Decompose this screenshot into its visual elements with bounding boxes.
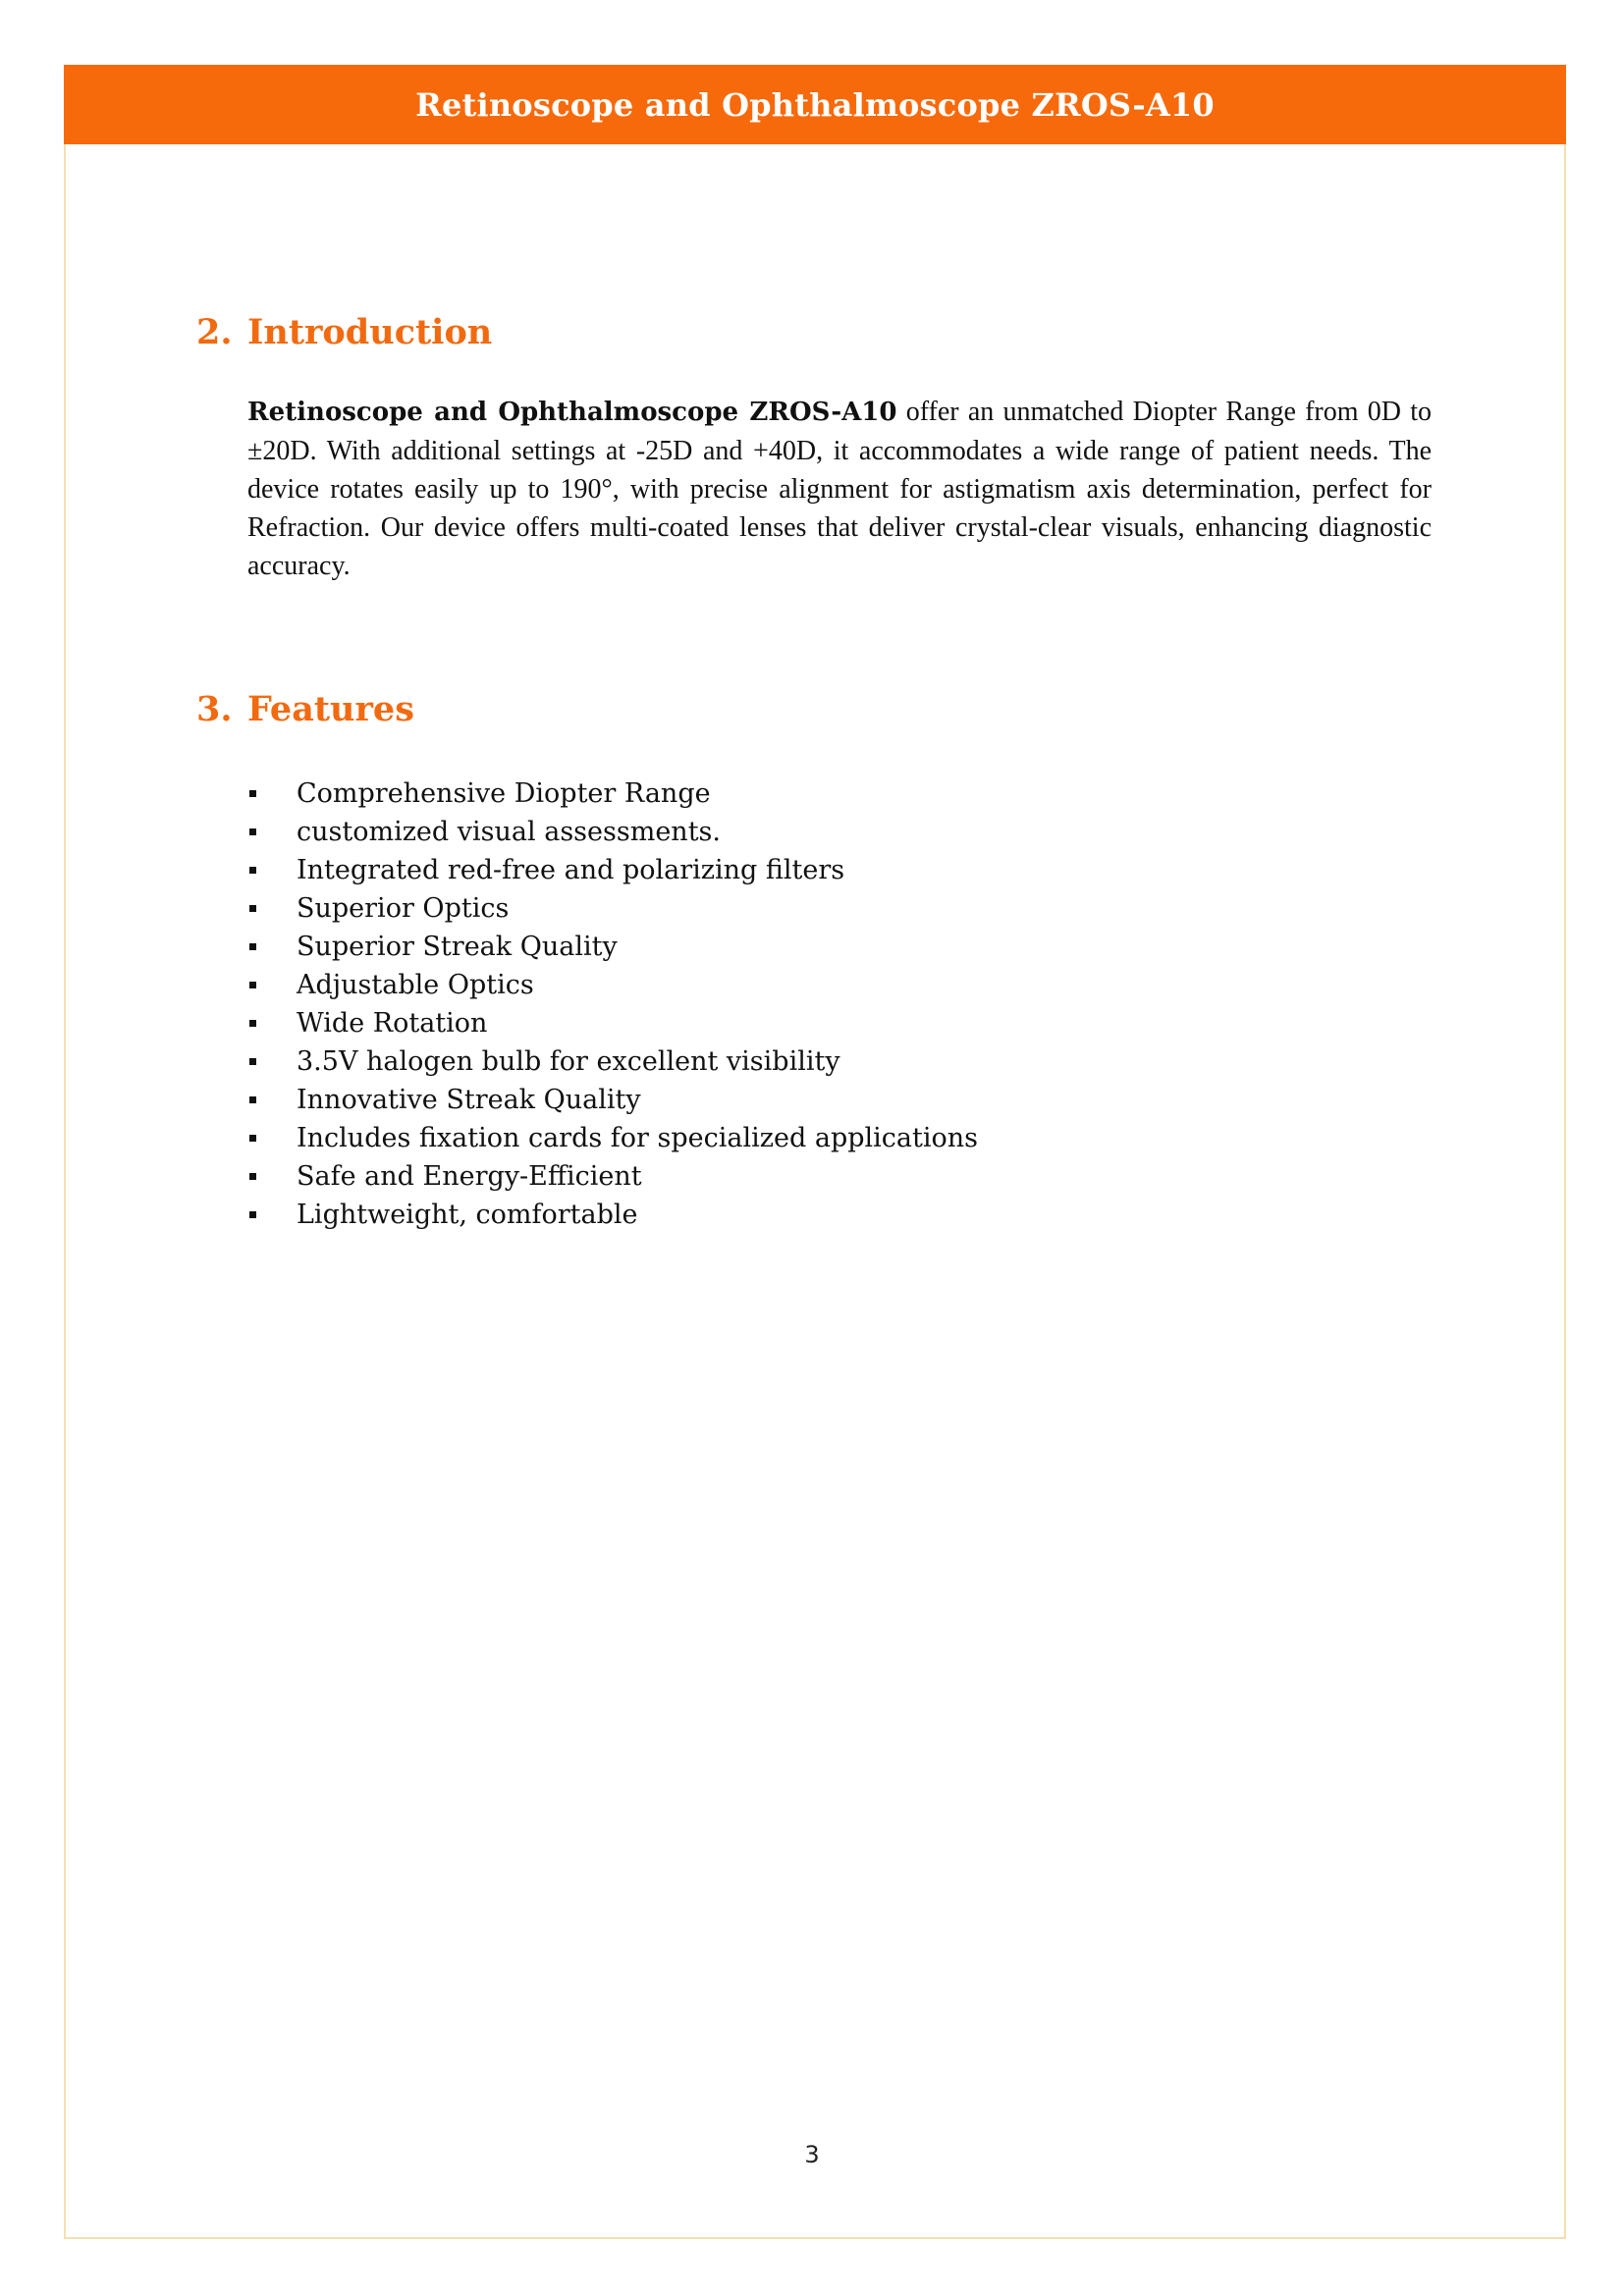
feature-text: 3.5V halogen bulb for excellent visibility: [297, 1046, 840, 1077]
square-bullet-icon: [249, 1173, 256, 1180]
feature-text: Integrated red-free and polarizing filters: [297, 855, 845, 885]
feature-item: [247, 1196, 978, 1234]
introduction-title: Introduction: [247, 312, 493, 352]
introduction-number: 2.: [196, 312, 233, 352]
feature-text: customized visual assessments.: [297, 817, 721, 847]
feature-text: Lightweight, comfortable: [297, 1200, 638, 1230]
square-bullet-icon: [249, 905, 256, 912]
feature-item: [247, 1004, 978, 1042]
feature-text: Comprehensive Diopter Range: [297, 778, 711, 809]
introduction-heading: [196, 312, 492, 352]
square-bullet-icon: [249, 943, 256, 950]
square-bullet-icon: [249, 1096, 256, 1103]
feature-item: [247, 928, 978, 966]
feature-text: Innovative Streak Quality: [297, 1085, 641, 1115]
features-number: 3.: [196, 689, 233, 729]
header-bar: [64, 65, 1566, 144]
square-bullet-icon: [249, 1211, 256, 1218]
introduction-lead-bold: Retinoscope and Ophthalmoscope ZROS-A10: [247, 398, 897, 427]
page-number: 3: [804, 2141, 820, 2168]
square-bullet-icon: [249, 982, 256, 988]
feature-item: [247, 851, 978, 889]
features-title: Features: [247, 689, 414, 729]
feature-item: [247, 966, 978, 1004]
feature-text: Includes fixation cards for specialized applications: [297, 1123, 978, 1153]
features-heading: [196, 689, 414, 729]
feature-text: Superior Streak Quality: [297, 932, 618, 962]
square-bullet-icon: [249, 1058, 256, 1065]
feature-item: [247, 774, 978, 813]
feature-text: Safe and Energy-Efficient: [297, 1161, 642, 1192]
feature-item: [247, 813, 978, 851]
square-bullet-icon: [249, 828, 256, 835]
features-list: [247, 774, 978, 1234]
feature-item: [247, 1081, 978, 1119]
feature-item: [247, 1119, 978, 1157]
square-bullet-icon: [249, 1020, 256, 1027]
feature-item: [247, 1042, 978, 1081]
square-bullet-icon: [249, 1135, 256, 1142]
feature-text: Superior Optics: [297, 893, 510, 924]
square-bullet-icon: [249, 867, 256, 874]
introduction-body: offer an unmatched Diopter Range from 0D to ±20D. With additional settings at -25D and +40D, it accommodates a wide range of patient needs. The device rotates easily up to 190°, with precise alignment for astigmatism axis determination, perfect for Refraction. Our device offers multi-coated lenses that deliver crystal-clear visuals, enhancing diagnostic accuracy.: [247, 397, 1432, 581]
document-title: Retinoscope and Ophthalmoscope ZROS-A10: [415, 85, 1215, 124]
feature-item: [247, 1157, 978, 1196]
feature-item: [247, 889, 978, 928]
feature-text: Wide Rotation: [297, 1008, 488, 1039]
square-bullet-icon: [249, 790, 256, 797]
introduction-paragraph: [247, 393, 1432, 585]
feature-text: Adjustable Optics: [297, 970, 534, 1000]
